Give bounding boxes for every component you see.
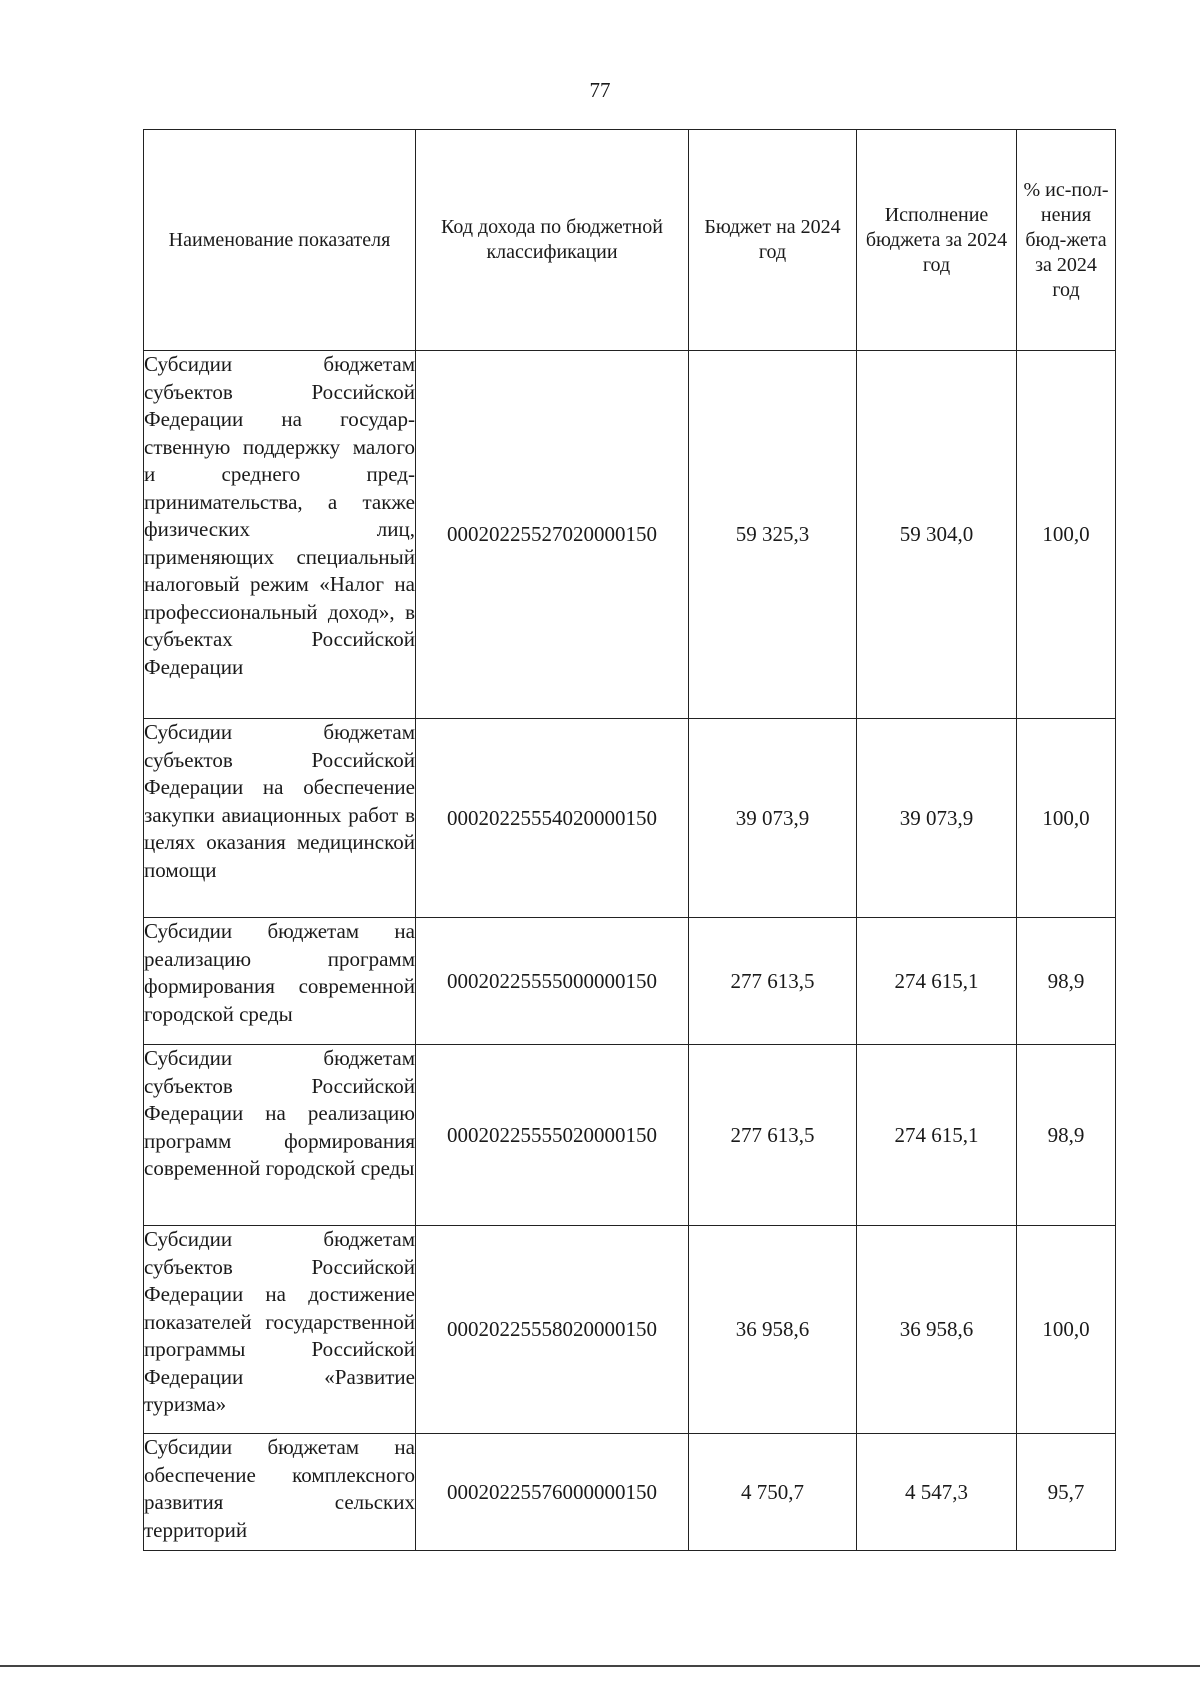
row-execution: 59 304,0	[857, 351, 1017, 719]
header-code: Код дохода по бюджетной классификации	[416, 130, 689, 351]
row-code: 00020225555020000150	[416, 1045, 689, 1226]
row-budget: 36 958,6	[689, 1226, 857, 1434]
row-percent: 100,0	[1017, 719, 1116, 918]
row-name: Субсидии бюджетам субъектов Российской Федерации на достижение показателей государственной программы Российской Федерации «Развитие туризма»	[144, 1226, 416, 1434]
table-row	[144, 1434, 1116, 1551]
row-name: Субсидии бюджетам субъектов Российской Федерации на реализацию программ формирования современной городской среды	[144, 1045, 416, 1226]
row-budget: 4 750,7	[689, 1434, 857, 1551]
row-code: 00020225555000000150	[416, 918, 689, 1045]
table-row	[144, 719, 1116, 918]
table-row	[144, 918, 1116, 1045]
row-name: Субсидии бюджетам на обеспечение комплексного развития сельских территорий	[144, 1434, 416, 1551]
table-header-row	[144, 130, 1116, 351]
row-execution: 39 073,9	[857, 719, 1017, 918]
row-execution: 274 615,1	[857, 918, 1017, 1045]
header-execution: Исполнение бюджета за 2024 год	[857, 130, 1017, 351]
table-row	[144, 1045, 1116, 1226]
row-percent: 100,0	[1017, 351, 1116, 719]
row-name: Субсидии бюджетам субъектов Российской Федерации на обеспечение закупки авиационных работ в целях оказания медицинской помощи	[144, 719, 416, 918]
row-percent: 98,9	[1017, 1045, 1116, 1226]
row-code: 00020225558020000150	[416, 1226, 689, 1434]
row-execution: 4 547,3	[857, 1434, 1017, 1551]
row-code: 00020225576000000150	[416, 1434, 689, 1551]
budget-execution-table	[143, 129, 1116, 1551]
row-name: Субсидии бюджетам на реализацию программ формирования современной городской среды	[144, 918, 416, 1045]
row-execution: 274 615,1	[857, 1045, 1017, 1226]
row-budget: 39 073,9	[689, 719, 857, 918]
page-number: 77	[589, 78, 611, 102]
table-row	[144, 351, 1116, 719]
table-row	[144, 1226, 1116, 1434]
row-name: Субсидии бюджетам субъектов Российской Федерации на государственную поддержку малого и среднего предпринимательства, а также физических лиц, применяющих специальный налоговый режим «Налог на профессиональный доход», в субъектах Российской Федерации	[144, 351, 416, 719]
header-name: Наименование показателя	[144, 130, 416, 351]
row-code: 00020225527020000150	[416, 351, 689, 719]
page-bottom-rule	[0, 1665, 1200, 1667]
row-percent: 98,9	[1017, 918, 1116, 1045]
row-budget: 277 613,5	[689, 918, 857, 1045]
row-percent: 95,7	[1017, 1434, 1116, 1551]
header-budget: Бюджет на 2024 год	[689, 130, 857, 351]
row-code: 00020225554020000150	[416, 719, 689, 918]
row-budget: 277 613,5	[689, 1045, 857, 1226]
header-percent: % ис-пол-нения бюд-жета за 2024 год	[1017, 130, 1116, 351]
row-execution: 36 958,6	[857, 1226, 1017, 1434]
row-percent: 100,0	[1017, 1226, 1116, 1434]
row-budget: 59 325,3	[689, 351, 857, 719]
